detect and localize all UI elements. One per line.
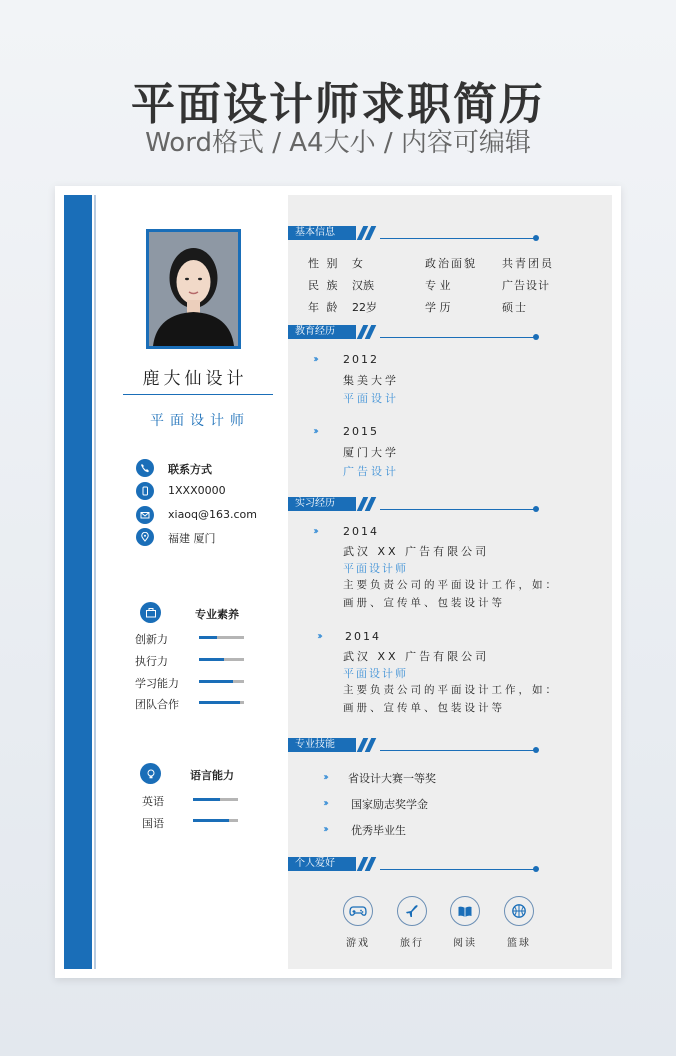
chevron-double-icon: ››› (313, 526, 316, 537)
hobby-label: 旅行 (400, 938, 424, 949)
gamepad-icon (343, 896, 373, 926)
skill-award: 优秀毕业生 (351, 824, 406, 837)
skill-label: 创新力 (135, 633, 168, 646)
briefcase-icon (140, 602, 161, 623)
banner-subtitle: Word格式 / A4大小 / 内容可编辑 (145, 128, 531, 158)
section-line (380, 509, 535, 510)
major-label: 专 业 (425, 279, 451, 292)
person-name: 鹿大仙设计 (142, 369, 248, 389)
location-icon (136, 528, 154, 546)
section-label: 专业技能 (288, 738, 356, 752)
mobile-icon (136, 482, 154, 500)
section-dot (533, 334, 539, 340)
gender-value: 女 (352, 257, 363, 270)
internship-company: 武汉 XX 广告有限公司 (343, 650, 490, 663)
internship-description: 画册、宣传单、包装设计等 (343, 702, 505, 714)
section-line (380, 337, 535, 338)
education-year: 2015 (343, 425, 379, 438)
section-label: 实习经历 (288, 497, 356, 511)
name-divider (123, 394, 273, 395)
section-header-education (288, 325, 548, 341)
section-header-skills (288, 738, 548, 754)
skill-label: 团队合作 (135, 698, 179, 711)
education-major: 平面设计 (343, 392, 399, 405)
degree-value: 硕士 (502, 301, 528, 314)
skill-label: 学习能力 (135, 677, 179, 690)
location: 福建 厦门 (168, 532, 216, 545)
professional-heading: 专业素养 (195, 608, 239, 621)
language-heading: 语言能力 (190, 769, 234, 782)
section-dot (533, 747, 539, 753)
internship-role: 平面设计师 (343, 667, 408, 680)
phone-number: 1XXX0000 (168, 484, 226, 497)
internship-description: 画册、宣传单、包装设计等 (343, 597, 505, 609)
chevron-double-icon: ››› (323, 798, 326, 809)
left-thin-bar (94, 195, 96, 969)
section-header-hobbies (288, 857, 548, 873)
politics-value: 共青团员 (502, 257, 554, 270)
language-bar-fill (193, 819, 229, 822)
email-icon (136, 506, 154, 524)
major-value: 广告设计 (502, 279, 550, 292)
language-bar (193, 798, 238, 801)
internship-description: 主要负责公司的平面设计工作，如： (343, 579, 559, 591)
age-value: 22岁 (352, 301, 377, 314)
ethnicity-label: 民 族 (308, 279, 340, 292)
ethnicity-value: 汉族 (352, 279, 374, 292)
section-dot (533, 866, 539, 872)
skill-bar (199, 658, 244, 661)
internship-year: 2014 (345, 630, 381, 643)
basketball-icon (504, 896, 534, 926)
chevron-double-icon: ››› (323, 824, 326, 835)
chevron-double-icon: ››› (313, 354, 316, 365)
language-label: 英语 (142, 795, 164, 808)
left-accent-bar (64, 195, 92, 969)
education-year: 2012 (343, 353, 379, 366)
email-address: xiaoq@163.com (168, 508, 258, 521)
section-header-internship (288, 497, 548, 513)
lightbulb-icon (140, 763, 161, 784)
section-dot (533, 235, 539, 241)
section-dot (533, 506, 539, 512)
skill-award: 省设计大赛一等奖 (348, 772, 436, 785)
degree-label: 学 历 (425, 301, 451, 314)
internship-company: 武汉 XX 广告有限公司 (343, 545, 490, 558)
education-school: 厦门大学 (343, 446, 399, 459)
skill-bar-fill (199, 701, 240, 704)
section-header-basic-info (288, 226, 548, 242)
skill-bar (199, 636, 244, 639)
section-line (380, 750, 535, 751)
skill-bar-fill (199, 636, 217, 639)
job-title: 平面设计师 (150, 413, 250, 429)
skill-bar-fill (199, 658, 224, 661)
education-major: 广告设计 (343, 465, 399, 478)
phone-icon (136, 459, 154, 477)
age-label: 年 龄 (308, 301, 340, 314)
skill-bar (199, 701, 244, 704)
language-bar (193, 819, 238, 822)
skill-award: 国家励志奖学金 (351, 798, 428, 811)
skill-bar (199, 680, 244, 683)
language-bar-fill (193, 798, 220, 801)
banner-title: 平面设计师求职简历 (131, 79, 545, 130)
airplane-icon (397, 896, 427, 926)
skill-bar-fill (199, 680, 233, 683)
section-line (380, 869, 535, 870)
profile-photo (146, 229, 241, 349)
internship-year: 2014 (343, 525, 379, 538)
internship-role: 平面设计师 (343, 562, 408, 575)
internship-description: 主要负责公司的平面设计工作，如： (343, 684, 559, 696)
section-line (380, 238, 535, 239)
chevron-double-icon: ››› (323, 772, 326, 783)
politics-label: 政治面貌 (425, 257, 477, 270)
education-school: 集美大学 (343, 374, 399, 387)
book-icon (450, 896, 480, 926)
section-label: 个人爱好 (288, 857, 356, 871)
resume-page (55, 186, 621, 978)
hobby-label: 阅读 (453, 938, 477, 949)
hobby-label: 篮球 (507, 938, 531, 949)
language-label: 国语 (142, 817, 164, 830)
section-label: 基本信息 (288, 226, 356, 240)
section-label: 教育经历 (288, 325, 356, 339)
gender-label: 性 别 (308, 257, 340, 270)
chevron-double-icon: ››› (317, 631, 320, 642)
contact-heading: 联系方式 (168, 463, 212, 476)
chevron-double-icon: ››› (313, 426, 316, 437)
skill-label: 执行力 (135, 655, 168, 668)
hobby-label: 游戏 (346, 938, 370, 949)
